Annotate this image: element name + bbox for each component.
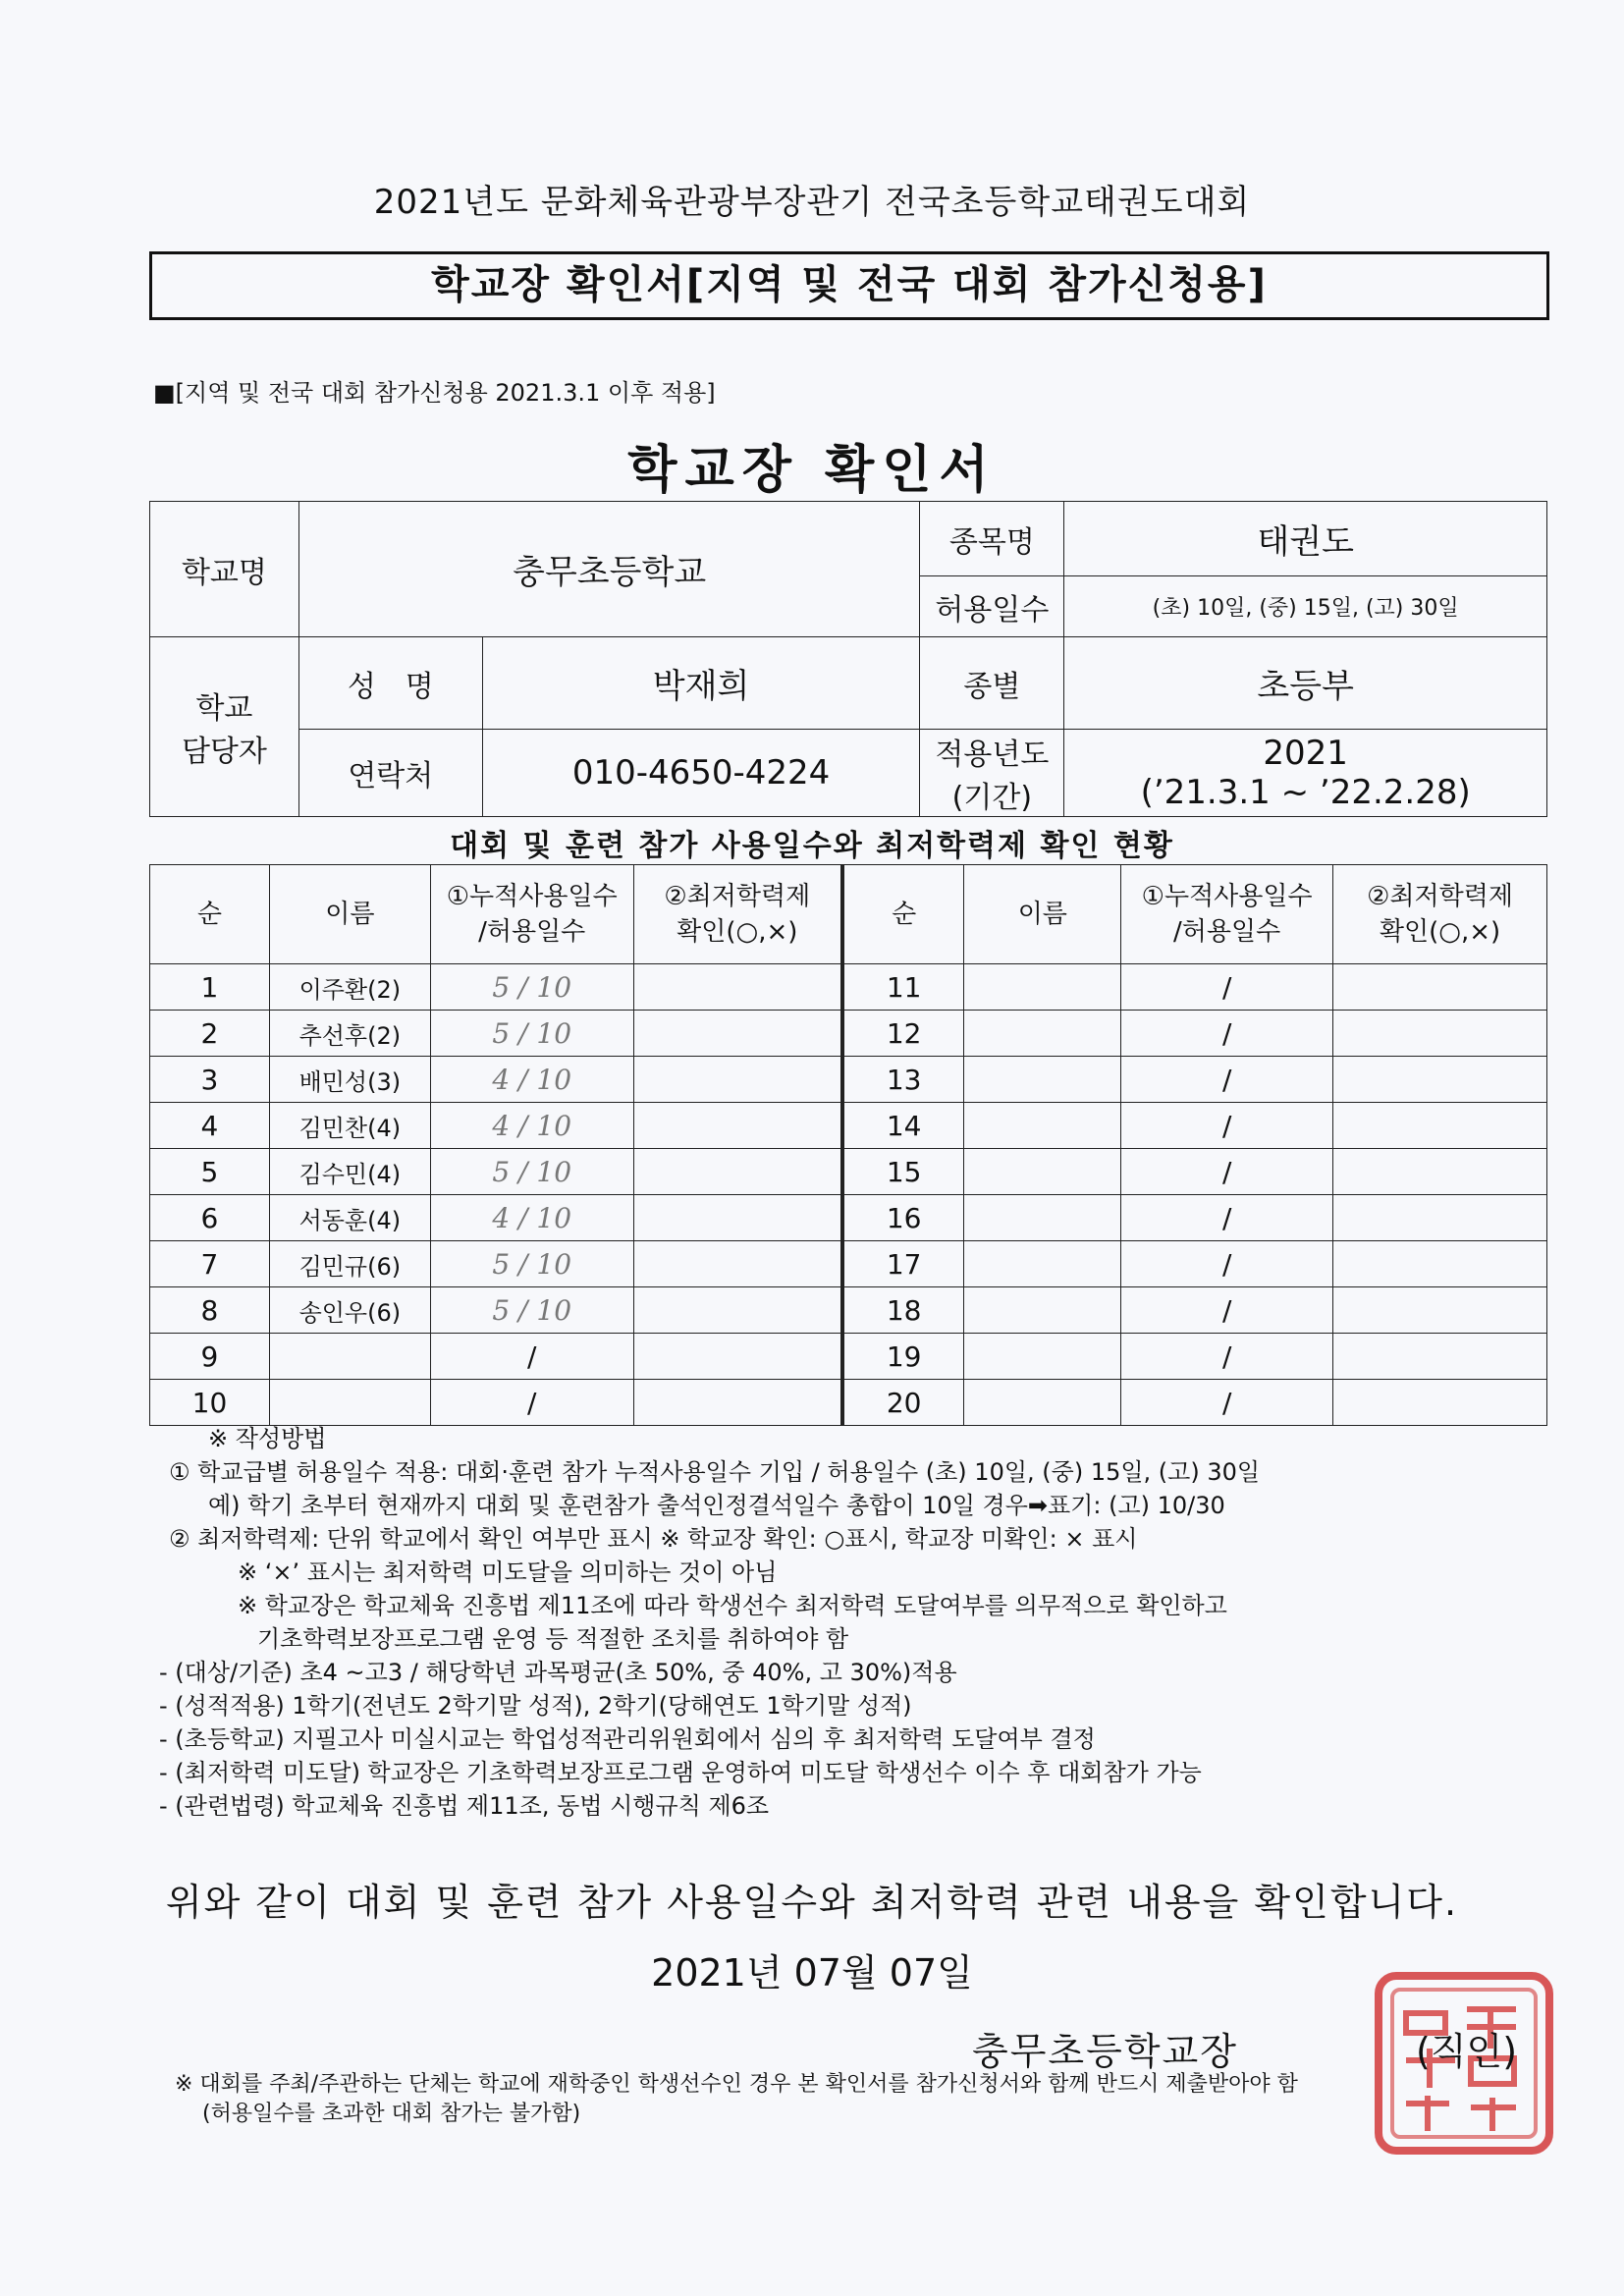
instruction-line: 예) 학기 초부터 현재까지 대회 및 훈련참가 출석인정결석일수 총합이 10일 경우➡표기: (고) 10/30 xyxy=(208,1492,1225,1519)
row-no: 14 xyxy=(842,1103,964,1149)
student-name xyxy=(964,1380,1121,1426)
student-name: 김민찬(4) xyxy=(269,1103,430,1149)
header-days-line-2: /허용일수 xyxy=(478,917,586,947)
instruction-line: - (최저학력 미도달) 학교장은 기초학력보장프로그램 운영하여 미도달 학생선수 이수 후 대회참가 가능 xyxy=(159,1759,1202,1786)
minimum-check xyxy=(1333,1241,1547,1287)
school-info-table xyxy=(149,501,1547,817)
days-used: / xyxy=(1121,1103,1333,1149)
row-no: 17 xyxy=(842,1241,964,1287)
table-row xyxy=(150,1334,1547,1380)
instruction-line: ① 학교급별 허용일수 적용: 대회·훈련 참가 누적사용일수 기입 / 허용일수 (초) 10일, (중) 15일, (고) 30일 xyxy=(169,1458,1261,1486)
minimum-check xyxy=(633,1380,842,1426)
manager-label-line-2: 담당자 xyxy=(181,735,267,769)
student-name xyxy=(964,1195,1121,1241)
header-check-2 xyxy=(1333,865,1547,964)
row-no: 19 xyxy=(842,1334,964,1380)
manager-label-line-1: 학교 xyxy=(195,691,253,726)
header-days-2-line-1: ①누적사용일수 xyxy=(1141,882,1313,911)
sport-value: 태권도 xyxy=(1064,502,1547,576)
days-used: / xyxy=(1121,1149,1333,1195)
minimum-check xyxy=(633,1241,842,1287)
minimum-check xyxy=(1333,1011,1547,1057)
row-no: 15 xyxy=(842,1149,964,1195)
minimum-check xyxy=(1333,1287,1547,1334)
event-title: 2021년도 문화체육관광부장관기 전국초등학교태권도대회 xyxy=(373,183,1251,222)
minimum-check xyxy=(633,1011,842,1057)
footnote-line-1: ※ 대회를 주최/주관하는 단체는 학교에 재학중인 학생선수인 경우 본 확인서를 참가신청서와 함께 반드시 제출받아야 함 xyxy=(175,2072,1298,2097)
header-check-line-2: 확인(○,×) xyxy=(677,917,798,947)
student-name xyxy=(269,1334,430,1380)
days-used: / xyxy=(1121,1380,1333,1426)
allowed-days-label: 허용일수 xyxy=(920,576,1064,637)
minimum-check xyxy=(1333,1195,1547,1241)
application-notice: ■[지역 및 전국 대회 참가신청용 2021.3.1 이후 적용] xyxy=(153,379,716,407)
header-check xyxy=(633,865,842,964)
days-used: / xyxy=(1121,1011,1333,1057)
minimum-check xyxy=(633,964,842,1011)
minimum-check xyxy=(633,1334,842,1380)
sport-label: 종목명 xyxy=(920,502,1064,576)
table-row xyxy=(150,1149,1547,1195)
applicable-year-value-line-2: (’21.3.1 ~ ’22.2.28) xyxy=(1140,773,1471,812)
contact-value: 010-4650-4224 xyxy=(482,730,920,817)
instruction-line: - (대상/기준) 초4 ~고3 / 해당학년 과목평균(초 50%, 중 40%, 고 30%)적용 xyxy=(159,1659,957,1686)
table-row xyxy=(150,1011,1547,1057)
header-days-line-1: ①누적사용일수 xyxy=(446,882,618,911)
student-name: 서동훈(4) xyxy=(269,1195,430,1241)
row-no: 1 xyxy=(150,964,270,1011)
student-name xyxy=(964,964,1121,1011)
instruction-line: ※ 작성방법 xyxy=(208,1425,327,1452)
row-no: 5 xyxy=(150,1149,270,1195)
student-name: 김수민(4) xyxy=(269,1149,430,1195)
row-no: 20 xyxy=(842,1380,964,1426)
name-label: 성 명 xyxy=(298,637,482,730)
table-row xyxy=(150,1103,1547,1149)
minimum-check xyxy=(1333,1057,1547,1103)
header-check-2-line-2: 확인(○,×) xyxy=(1379,917,1501,947)
row-no: 10 xyxy=(150,1380,270,1426)
header-check-2-line-1: ②최저학력제 xyxy=(1367,882,1513,911)
row-no: 4 xyxy=(150,1103,270,1149)
instruction-line: - (초등학교) 지필고사 미실시교는 학업성적관리위원회에서 심의 후 최저학력 도달여부 결정 xyxy=(159,1725,1096,1753)
days-used: 5 / 10 xyxy=(430,964,633,1011)
instruction-line: ② 최저학력제: 단위 학교에서 확인 여부만 표시 ※ 학교장 확인: ○표시, 학교장 미확인: × 표시 xyxy=(169,1525,1138,1553)
days-used: / xyxy=(430,1380,633,1426)
days-used: / xyxy=(430,1334,633,1380)
table-row xyxy=(150,1241,1547,1287)
header-name-2: 이름 xyxy=(964,865,1121,964)
minimum-check xyxy=(1333,964,1547,1011)
student-name xyxy=(964,1011,1121,1057)
days-used: / xyxy=(1121,964,1333,1011)
days-used: / xyxy=(1121,1195,1333,1241)
minimum-check xyxy=(1333,1334,1547,1380)
days-used: 5 / 10 xyxy=(430,1149,633,1195)
header-no-2: 순 xyxy=(842,865,964,964)
days-used: / xyxy=(1121,1287,1333,1334)
student-name: 김민규(6) xyxy=(269,1241,430,1287)
minimum-check xyxy=(1333,1380,1547,1426)
row-no: 7 xyxy=(150,1241,270,1287)
row-no: 18 xyxy=(842,1287,964,1334)
signing-date: 2021년 07월 07일 xyxy=(651,1951,973,1995)
row-no: 6 xyxy=(150,1195,270,1241)
student-name: 추선후(2) xyxy=(269,1011,430,1057)
school-name-value: 충무초등학교 xyxy=(298,502,920,637)
header-no: 순 xyxy=(150,865,270,964)
header-days xyxy=(430,865,633,964)
minimum-check xyxy=(1333,1149,1547,1195)
applicable-year-value-line-1: 2021 xyxy=(1263,734,1348,773)
student-name xyxy=(964,1149,1121,1195)
days-used: / xyxy=(1121,1057,1333,1103)
instructions xyxy=(159,1422,1563,1823)
manager-name-value: 박재희 xyxy=(482,637,920,730)
instruction-line: ※ 학교장은 학교체육 진흥법 제11조에 따라 학생선수 최저학력 도달여부를 의무적으로 확인하고 xyxy=(238,1592,1227,1619)
student-name: 이주환(2) xyxy=(269,964,430,1011)
header-days-2-line-2: /허용일수 xyxy=(1173,917,1281,947)
roster-table xyxy=(149,864,1547,1426)
row-no: 16 xyxy=(842,1195,964,1241)
minimum-check xyxy=(633,1057,842,1103)
instruction-line: ※ ‘×’ 표시는 최저학력 미도달을 의미하는 것이 아님 xyxy=(238,1558,778,1586)
student-name xyxy=(964,1057,1121,1103)
applicable-year-value xyxy=(1064,730,1547,817)
row-no: 2 xyxy=(150,1011,270,1057)
days-used: 4 / 10 xyxy=(430,1057,633,1103)
days-used: 5 / 10 xyxy=(430,1011,633,1057)
footnote xyxy=(175,2070,1298,2129)
form-title: 학교장 확인서 xyxy=(627,441,997,500)
days-used: 5 / 10 xyxy=(430,1287,633,1334)
seal-label: (직인) xyxy=(1416,2030,1518,2073)
table-row xyxy=(150,1380,1547,1426)
school-name-label: 학교명 xyxy=(150,502,299,637)
student-name: 배민성(3) xyxy=(269,1057,430,1103)
category-label: 종별 xyxy=(920,637,1064,730)
applicable-year-label-line-1: 적용년도 xyxy=(935,738,1050,772)
applicable-year-label xyxy=(920,730,1064,817)
days-used: 4 / 10 xyxy=(430,1103,633,1149)
instruction-line: - (성적적용) 1학기(전년도 2학기말 성적), 2학기(당해연도 1학기말 성적) xyxy=(159,1692,912,1720)
table-row xyxy=(150,1057,1547,1103)
row-no: 13 xyxy=(842,1057,964,1103)
student-name xyxy=(964,1241,1121,1287)
header-name: 이름 xyxy=(269,865,430,964)
student-name: 송인우(6) xyxy=(269,1287,430,1334)
minimum-check xyxy=(633,1103,842,1149)
table-row xyxy=(150,1195,1547,1241)
header-check-line-1: ②최저학력제 xyxy=(664,882,811,911)
contact-label: 연락처 xyxy=(298,730,482,817)
confirmation-statement: 위와 같이 대회 및 훈련 참가 사용일수와 최저학력 관련 내용을 확인합니다. xyxy=(165,1881,1459,1924)
instruction-line: 기초학력보장프로그램 운영 등 적절한 조치를 취하여야 함 xyxy=(257,1625,849,1653)
box-title: 학교장 확인서[지역 및 전국 대회 참가신청용] xyxy=(431,262,1268,307)
applicable-year-label-line-2: (기간) xyxy=(951,781,1033,815)
student-name xyxy=(269,1380,430,1426)
minimum-check xyxy=(633,1287,842,1334)
student-name xyxy=(964,1287,1121,1334)
minimum-check xyxy=(633,1149,842,1195)
days-used: / xyxy=(1121,1334,1333,1380)
allowed-days-value: (초) 10일, (중) 15일, (고) 30일 xyxy=(1064,576,1547,637)
row-no: 3 xyxy=(150,1057,270,1103)
minimum-check xyxy=(1333,1103,1547,1149)
table-row xyxy=(150,964,1547,1011)
row-no: 8 xyxy=(150,1287,270,1334)
table-row xyxy=(150,1287,1547,1334)
student-name xyxy=(964,1334,1121,1380)
header-days-2 xyxy=(1121,865,1333,964)
student-name xyxy=(964,1103,1121,1149)
days-used: 4 / 10 xyxy=(430,1195,633,1241)
row-no: 11 xyxy=(842,964,964,1011)
days-used: / xyxy=(1121,1241,1333,1287)
instruction-line: - (관련법령) 학교체육 진흥법 제11조, 동법 시행규칙 제6조 xyxy=(159,1792,770,1820)
principal-title: 충무초등학교장 xyxy=(972,2030,1238,2073)
minimum-check xyxy=(633,1195,842,1241)
days-used: 5 / 10 xyxy=(430,1241,633,1287)
row-no: 12 xyxy=(842,1011,964,1057)
row-no: 9 xyxy=(150,1334,270,1380)
footnote-line-2: (허용일수를 초과한 대회 참가는 불가함) xyxy=(202,2102,581,2126)
manager-label xyxy=(150,637,299,817)
status-title: 대회 및 훈련 참가 사용일수와 최저학력제 확인 현황 xyxy=(450,829,1174,863)
category-value: 초등부 xyxy=(1064,637,1547,730)
